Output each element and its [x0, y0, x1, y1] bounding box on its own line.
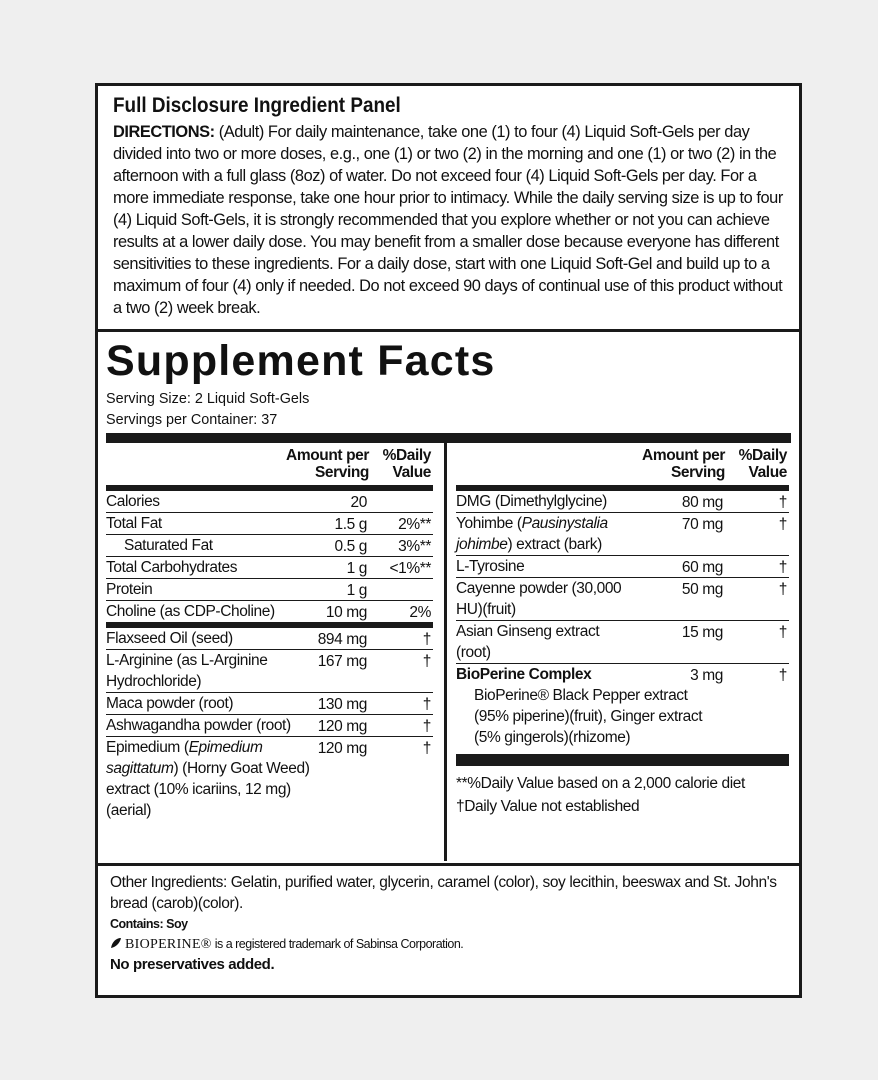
ingredient-name: Total Carbohydrates [106, 559, 238, 576]
divider-bar [106, 433, 791, 443]
daily-value: † [422, 718, 431, 735]
daily-value: <1%** [389, 560, 431, 577]
nutrient-list [106, 491, 433, 622]
table-row [456, 513, 789, 556]
daily-value: 2%** [398, 516, 431, 533]
amount-value: 60 mg [681, 559, 723, 576]
pepper-leaf-icon [110, 937, 122, 949]
left-ingredient-list [106, 622, 433, 821]
amount-header-line1: Amount per [642, 447, 725, 464]
ingredient-name: Saturated Fat [124, 537, 213, 554]
table-row [456, 578, 789, 621]
daily-value: † [422, 740, 431, 757]
table-row [456, 491, 789, 513]
table-row [106, 693, 433, 715]
amount-value: 10 mg [325, 604, 367, 621]
footnotes [456, 772, 789, 818]
table-row [456, 664, 789, 750]
ingredient-name: Yohimbe (Pausinystalia johimbe) extract (bark) [456, 515, 608, 553]
dv-header [739, 447, 787, 481]
amount-value: 50 mg [681, 581, 723, 598]
table-row [106, 737, 433, 821]
daily-value: 2% [409, 604, 431, 621]
ingredient-name: Choline (as CDP-Choline) [106, 603, 275, 620]
footnote-daily-value: **%Daily Value based on a 2,000 calorie diet [456, 775, 745, 792]
trademark-notice [110, 937, 787, 953]
amount-header-line1: Amount per [286, 447, 369, 464]
daily-value: † [778, 559, 787, 576]
panel-title: Full Disclosure Ingredient Panel [113, 94, 401, 117]
amount-value: 0.5 g [334, 538, 367, 555]
table-row [106, 715, 433, 737]
daily-value: † [778, 624, 787, 641]
footnote-dagger: †Daily Value not established [456, 798, 640, 815]
table-row [106, 535, 433, 557]
supplement-facts-title: Supplement Facts [106, 337, 496, 385]
ingredient-name: L-Arginine (as L-Arginine Hydrochloride) [106, 652, 268, 690]
amount-header-line2: Serving [670, 464, 725, 481]
daily-value: † [778, 581, 787, 598]
serving-info [106, 388, 309, 430]
ingredient-panel [95, 83, 802, 998]
directions-section [98, 86, 799, 332]
table-row [456, 556, 789, 578]
daily-value: † [778, 667, 787, 684]
table-row [106, 650, 433, 693]
other-ingredients: Other Ingredients: Gelatin, purified water, glycerin, caramel (color), soy lecithin, beeswax and St. John's bread (carob)(color). [110, 874, 777, 912]
trademark-text: is a registered trademark of Sabinsa Corporation. [214, 937, 464, 951]
ingredient-name: DMG (Dimethylglycine) [456, 493, 607, 510]
amount-value: 1 g [346, 582, 367, 599]
ingredient-name: Protein [106, 581, 153, 598]
left-header [106, 443, 433, 491]
table-row [106, 628, 433, 650]
right-column [456, 443, 789, 818]
right-divider-bar [456, 754, 789, 766]
ingredient-name: Calories [106, 493, 160, 510]
amount-value: 894 mg [317, 631, 367, 648]
servings-per-container: Servings per Container: 37 [106, 411, 278, 428]
table-row [106, 557, 433, 579]
amount-header-line2: Serving [314, 464, 369, 481]
directions-label: DIRECTIONS: [113, 123, 215, 141]
amount-value: 3 mg [690, 667, 723, 684]
amount-value: 1 g [346, 560, 367, 577]
daily-value: † [778, 516, 787, 533]
serving-size: Serving Size: 2 Liquid Soft-Gels [106, 390, 310, 407]
no-preservatives: No preservatives added. [110, 956, 275, 973]
directions-text [113, 121, 785, 319]
ingredient-name: Epimedium (Epimedium sagittatum) (Horny Goat Weed) extract (10% icariins, 12 mg)(aerial) [106, 739, 310, 819]
table-row [106, 601, 433, 622]
amount-value: 1.5 g [334, 516, 367, 533]
daily-value: † [422, 696, 431, 713]
daily-value: † [422, 653, 431, 670]
daily-value: † [778, 494, 787, 511]
right-ingredient-list [456, 491, 789, 750]
bioperine-logo-text: BIOPERINE® [124, 937, 212, 952]
ingredient-name: BioPerine Complex [456, 666, 592, 683]
daily-value: 3%** [398, 538, 431, 555]
amount-value: 120 mg [317, 718, 367, 735]
column-divider [444, 443, 447, 861]
ingredient-name: Asian Ginseng extract (root) [456, 623, 600, 661]
ingredient-name: Ashwagandha powder (root) [106, 717, 291, 734]
amount-value: 120 mg [317, 740, 367, 757]
dv-header-line2: Value [392, 464, 431, 481]
ingredient-name: Cayenne powder (30,000 HU)(fruit) [456, 580, 622, 618]
dv-header-line1: %Daily [382, 447, 431, 464]
ingredient-subtext: BioPerine® Black Pepper extract (95% piperine)(fruit), Ginger extract (5% gingerols)(rhizome) [474, 687, 703, 746]
table-row [456, 621, 789, 664]
amount-header [642, 447, 725, 481]
allergen-statement: Contains: Soy [110, 917, 188, 931]
amount-value: 70 mg [681, 516, 723, 533]
table-row [106, 579, 433, 601]
right-header [456, 443, 789, 491]
amount-value: 15 mg [681, 624, 723, 641]
ingredient-name: Total Fat [106, 515, 162, 532]
amount-value: 167 mg [317, 653, 367, 670]
directions-body: (Adult) For daily maintenance, take one (1) to four (4) Liquid Soft-Gels per day divided into two or more doses, e.g., one (1) or two (2) in the morning and one (1) or two (2) in the afternoon with a full glass (8oz) of water. Do not exceed four (4) Liquid Soft-Gels per day. For a more immediate response, take one hour prior to intimacy. While the daily serving size is up to four (4) Liquid Soft-Gels, it is strongly recommended that you explore whether or not you can achieve results at a lower daily dose. You may benefit from a smaller dose because everyone has different sensitivities to these ingredients. For a daily dose, start with one Liquid Soft-Gel and build up to a maximum of four (4) only if needed. Do not exceed 90 days of continual use of this product without a two (2) week break. [113, 123, 783, 317]
table-row [106, 491, 433, 513]
supplement-facts [98, 335, 799, 863]
left-column [106, 443, 433, 821]
ingredient-name: Maca powder (root) [106, 695, 234, 712]
table-row [106, 513, 433, 535]
dv-header-line1: %Daily [738, 447, 787, 464]
dv-header [383, 447, 431, 481]
amount-value: 20 [350, 494, 367, 511]
amount-value: 130 mg [317, 696, 367, 713]
amount-value: 80 mg [681, 494, 723, 511]
ingredient-name: L-Tyrosine [456, 558, 525, 575]
other-info-section [98, 863, 799, 995]
dv-header-line2: Value [748, 464, 787, 481]
ingredient-name: Flaxseed Oil (seed) [106, 630, 233, 647]
amount-header [286, 447, 369, 481]
daily-value: † [422, 631, 431, 648]
